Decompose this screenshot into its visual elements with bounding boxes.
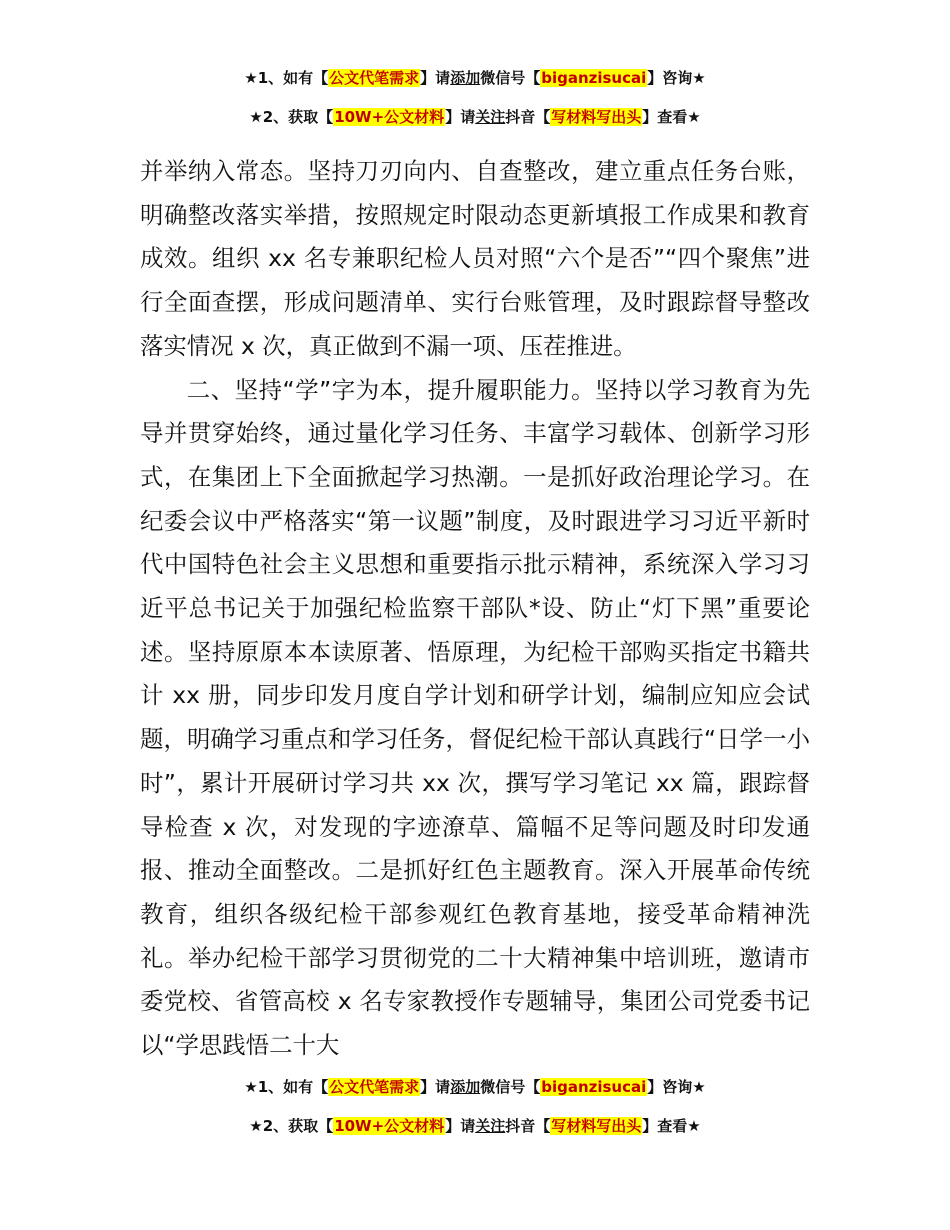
banner-highlight: 10W+公文材料	[334, 108, 445, 126]
body-paragraph: 并举纳入常态。坚持刀刃向内、自查整改，建立重点任务台账，明确整改落实举措，按照规定时限动态更新填报工作成果和教育成效。组织 xx 名专兼职纪检人员对照“六个是否”“四个聚焦”进行全面查摆，形成问题清单、实行台账管理，及时跟踪督导整改落实情况 x 次，真正做到不漏一项、压茬推进。	[140, 157, 810, 360]
footer-banner-line-1	[0, 1076, 950, 1098]
body-paragraph: 二、坚持“学”字为本，提升履职能力。坚持以学习教育为先导并贯穿始终，通过量化学习任务、丰富学习载体、创新学习形式，在集团上下全面掀起学习热潮。一是抓好政治理论学习。在纪委会议中严格落实“第一议题”制度，及时跟进学习习近平新时代中国特色社会主义思想和重要指示批示精神，系统深入学习习近平总书记关于加强纪检监察干部队*设、防止“灯下黑”重要论述。坚持原原本本读原著、悟原理，为纪检干部购买指定书籍共计 xx 册，同步印发月度自学计划和研学计划，编制应知应会试题，明确学习重点和学习任务，督促纪检干部认真践行“日学一小时”，累计开展研讨学习共 xx 次，撰写学习笔记 xx 篇，跟踪督导检查 x 次，对发现的字迹潦草、篇幅不足等问题及时印发通报、推动全面整改。二是抓好红色主题教育。深入开展革命传统教育，组织各级纪检干部参观红色教育基地，接受革命精神洗礼。举办纪检干部学习贯彻党的二十大精神集中培训班，邀请市委党校、省管高校 x 名专家教授作专题辅导，集团公司党委书记以“学思践悟二十大	[140, 375, 810, 1060]
banner-text: 微信号【	[480, 1078, 541, 1096]
banner-highlight: 公文代笔需求	[329, 1078, 420, 1096]
banner-text: 】请	[420, 1078, 451, 1096]
banner-text: 微信号【	[480, 69, 541, 87]
footer-banner-line-2	[0, 1115, 950, 1137]
banner-text: 抖音【	[505, 1117, 551, 1135]
banner-text: ★1、如有【	[244, 1078, 329, 1096]
banner-highlight: 10W+公文材料	[334, 1117, 445, 1135]
banner-text: 】咨询★	[647, 1078, 706, 1096]
banner-text: ★2、获取【	[249, 108, 334, 126]
banner-text: 抖音【	[505, 108, 551, 126]
banner-text: 】查看★	[642, 108, 701, 126]
banner-highlight: 写材料写出头	[551, 1117, 642, 1135]
banner-text: 】请	[445, 1117, 476, 1135]
banner-emphasis: 关注	[475, 108, 506, 126]
banner-emphasis: 添加	[450, 1078, 481, 1096]
banner-emphasis: 添加	[450, 69, 481, 87]
banner-text: 】请	[445, 108, 476, 126]
banner-text: 】查看★	[642, 1117, 701, 1135]
banner-text: 】咨询★	[647, 69, 706, 87]
banner-text: ★2、获取【	[249, 1117, 334, 1135]
banner-emphasis: 关注	[475, 1117, 506, 1135]
document-body	[140, 150, 810, 1068]
banner-highlight: biganzisucai	[541, 69, 647, 87]
banner-text: ★1、如有【	[244, 69, 329, 87]
header-banner-line-1	[0, 67, 950, 89]
banner-text: 】请	[420, 69, 451, 87]
banner-highlight: biganzisucai	[541, 1078, 647, 1096]
header-banner-line-2	[0, 106, 950, 128]
banner-highlight: 公文代笔需求	[329, 69, 420, 87]
banner-highlight: 写材料写出头	[551, 108, 642, 126]
